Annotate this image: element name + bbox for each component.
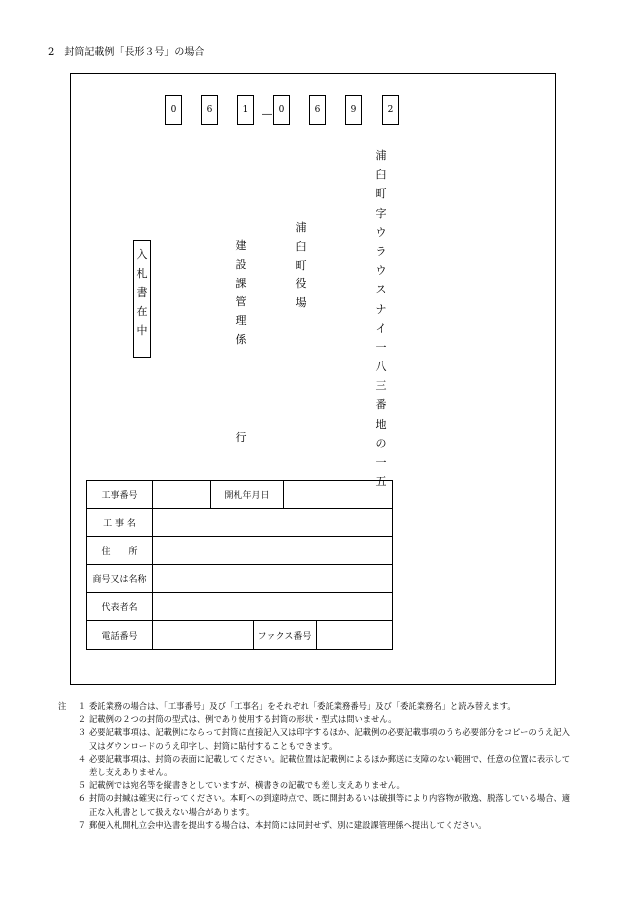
vertical-char: ウ (375, 264, 387, 278)
postal-digit: 6 (201, 95, 218, 125)
phone-field[interactable] (153, 621, 253, 649)
note-text: 記載例では宛名等を縦書きとしていますが、横書きの記載でも差し支えありません。 (89, 780, 405, 791)
note-text: 必要記載事項は、封筒の表面に記載してください。記載位置は記載例によるほか郵送に支障のない範囲で、任意の位置に表示して差し支えありません。 (89, 753, 571, 778)
vertical-char: 臼 (295, 239, 307, 253)
vertical-char: イ (375, 321, 387, 335)
vertical-char: 役 (295, 277, 307, 291)
note-item (58, 779, 578, 792)
notes-prefix: 注 (58, 701, 67, 711)
company-name-field[interactable] (153, 565, 393, 593)
construction-no-label: 工事番号 (87, 481, 153, 509)
notes-section (58, 700, 578, 832)
note-number: ６ (77, 793, 86, 804)
note-item (58, 713, 578, 726)
vertical-char: 一 (375, 340, 387, 354)
construction-name-label: 工 事 名 (87, 509, 153, 537)
vertical-char: 臼 (375, 168, 387, 182)
representative-label: 代表者名 (87, 593, 153, 621)
vertical-char: 一 (375, 456, 387, 469)
note-text: 必要記載事項は、記載例にならって封筒に直接記入又は印字するほか、記載例の必要記載事項のうち必要部分をコピーのうえ記入又はダウンロードのうえ印字し、封筒に貼付することもできます。 (89, 727, 570, 751)
vertical-char: 理 (235, 314, 247, 328)
vertical-char: 入 (136, 248, 148, 261)
fax-field[interactable] (316, 621, 392, 649)
note-number: １ (77, 701, 86, 711)
postal-digit: 0 (273, 95, 290, 125)
vertical-char: 浦 (375, 149, 387, 162)
note-number: ５ (77, 780, 86, 791)
vertical-char: 番 (375, 398, 387, 412)
representative-field[interactable] (153, 593, 393, 621)
contact-form-table (86, 480, 393, 650)
note-item (58, 792, 578, 818)
recipient-suffix: 行 (235, 431, 247, 444)
phone-fax-subtable (153, 621, 392, 649)
vertical-char: 五 (375, 475, 387, 489)
postal-digit: 9 (345, 95, 362, 125)
vertical-char: 在 (136, 305, 148, 318)
vertical-char: ウ (375, 225, 387, 239)
vertical-char: 浦 (295, 221, 307, 234)
recipient-dept-vertical (232, 240, 250, 353)
address-vertical (372, 150, 390, 495)
note-item (58, 753, 578, 779)
postal-digit: 2 (382, 95, 399, 125)
vertical-char: ナ (375, 302, 387, 316)
note-number: ３ (77, 727, 86, 738)
company-name-label: 商号又は名称 (87, 565, 153, 593)
vertical-char: 札 (136, 267, 148, 280)
note-item (58, 819, 578, 832)
table-row (87, 593, 393, 621)
table-row (87, 621, 393, 650)
construction-no-field[interactable] (153, 481, 211, 509)
note-text: 記載例の２つの封筒の型式は、例であり使用する封筒の形状・型式は問いません。 (89, 714, 397, 725)
vertical-char: ス (375, 283, 387, 297)
vertical-char: ラ (375, 244, 387, 258)
note-item (58, 700, 578, 713)
vertical-char: 建 (235, 239, 247, 252)
table-row (87, 509, 393, 537)
phone-label: 電話番号 (87, 621, 153, 650)
vertical-char: 場 (295, 296, 307, 310)
vertical-char: 町 (295, 258, 307, 272)
address-label: 住 所 (87, 537, 153, 565)
table-row (87, 565, 393, 593)
vertical-char: 設 (235, 257, 247, 271)
vertical-char: の (375, 436, 387, 450)
vertical-char: 書 (136, 286, 148, 299)
note-number: ２ (77, 714, 86, 725)
note-number: ４ (77, 753, 86, 764)
postal-separator: ― (262, 109, 272, 120)
construction-name-field[interactable] (153, 509, 393, 537)
opening-date-field[interactable] (284, 481, 393, 509)
bid-enclosed-label (133, 249, 151, 344)
postal-digit: 1 (237, 95, 254, 125)
vertical-char: 中 (136, 324, 148, 337)
postal-digit: 6 (309, 95, 326, 125)
table-row (87, 537, 393, 565)
address-field[interactable] (153, 537, 393, 565)
vertical-char: 八 (375, 360, 387, 374)
vertical-char: 係 (235, 332, 247, 346)
opening-date-label: 開札年月日 (211, 481, 284, 509)
vertical-char: 管 (235, 295, 247, 309)
vertical-char: 字 (375, 206, 387, 220)
note-text: 郵便入札開札立会申込書を提出する場合は、本封筒には同封せず、別に建設課管理係へ提出してください。 (89, 819, 487, 830)
fax-label: ファクス番号 (253, 621, 316, 649)
note-text: 委託業務の場合は、「工事番号」及び「工事名」をそれぞれ「委託業務番号」及び「委託業務名」と読み替えます。 (89, 701, 516, 711)
note-number: ７ (77, 819, 86, 830)
recipient-org-vertical (292, 222, 310, 316)
postal-digit: 0 (165, 95, 182, 125)
note-text: 封筒の封緘は確実に行ってください。本町への到達時点で、既に開封あるいは破損等により内容物が散逸、脱落している場合、適正な入札書として扱えない場合があります。 (89, 793, 571, 817)
page-heading: 2 封筒記載例「長形３号」の場合 (48, 47, 205, 58)
vertical-char: 町 (375, 187, 387, 201)
vertical-char: 三 (375, 379, 387, 393)
table-row (87, 481, 393, 509)
phone-fax-cell (153, 621, 393, 650)
vertical-char: 地 (375, 417, 387, 431)
note-item (58, 726, 578, 752)
vertical-char: 課 (235, 276, 247, 290)
